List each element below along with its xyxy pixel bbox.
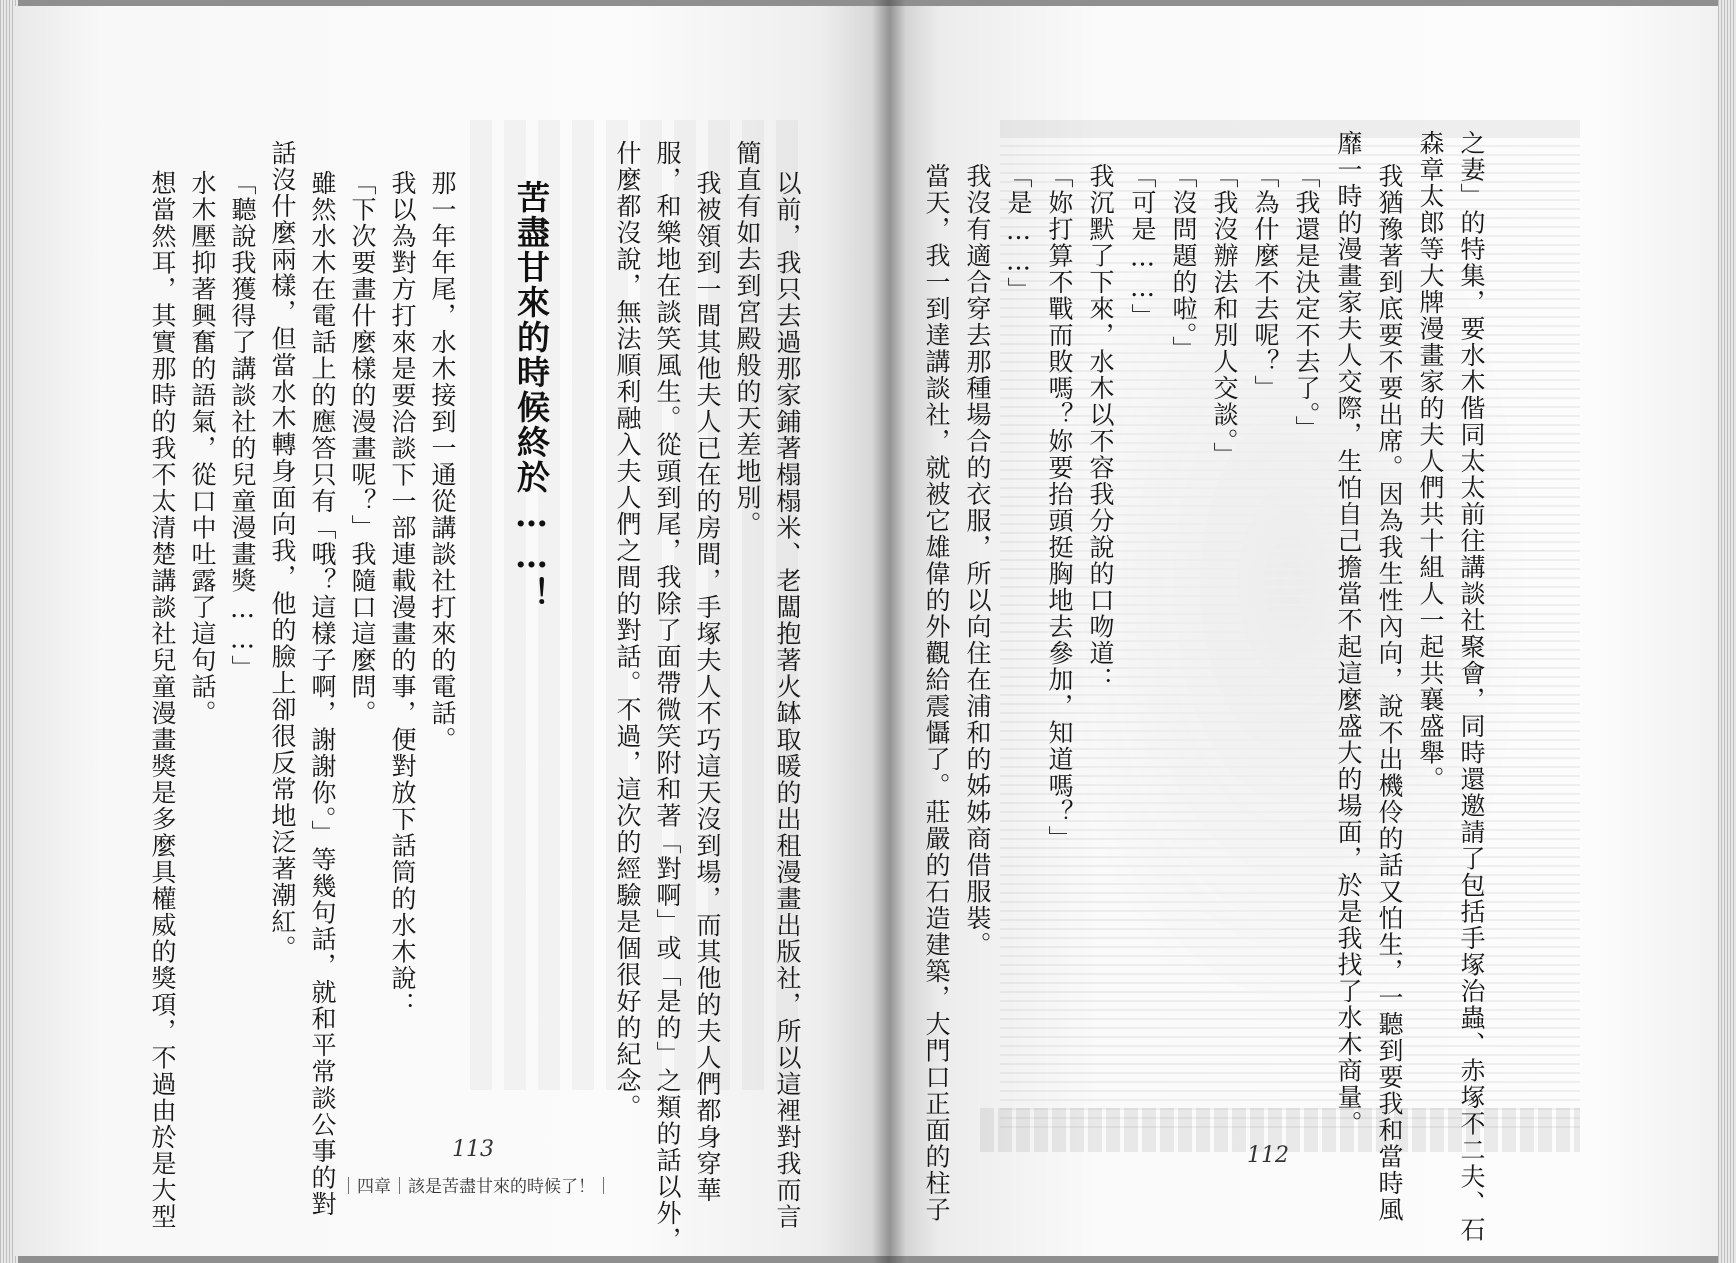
text-column: 我沉默了下來，水木以不容我分說的口吻道： bbox=[1086, 163, 1115, 693]
text-column: 靡一時的漫畫家夫人交際，生怕自己擔當不起這麼盛大的場面，於是我找了水木商量。 bbox=[1334, 130, 1363, 1137]
text-column: 「沒問題的啦。」 bbox=[1169, 163, 1198, 363]
text-column: 我猶豫著到底要不要出席。因為我生性內向，說不出機伶的話又怕生，一聽到要我和當時風 bbox=[1375, 163, 1404, 1223]
text-column: 那一年年尾，水木接到一通從講談社打來的電話。 bbox=[428, 170, 457, 753]
text-column: 「可是……」 bbox=[1128, 163, 1157, 330]
text-column: 以前，我只去過那家鋪著榻榻米、老闆抱著火缽取暖的出租漫畫出版社，所以這裡對我而言 bbox=[773, 170, 802, 1230]
text-column: 話沒什麼兩樣，但當水木轉身面向我，他的臉上卻很反常地泛著潮紅。 bbox=[268, 140, 297, 962]
text-column: 「我還是決定不去了。」 bbox=[1292, 163, 1321, 442]
text-column: 什麼都沒說，無法順利融入夫人們之間的對話。不過，這次的經驗是個很好的紀念。 bbox=[613, 140, 642, 1121]
text-column: 水木壓抑著興奮的語氣，從口中吐露了這句話。 bbox=[188, 170, 217, 727]
section-heading: 苦盡甘來的時候終於……！ bbox=[512, 180, 551, 612]
book-gutter bbox=[872, 0, 906, 1263]
text-column: 「是……」 bbox=[1004, 163, 1033, 304]
text-column: 簡直有如去到宮殿般的天差地別。 bbox=[733, 140, 762, 538]
text-column: 想當然耳，其實那時的我不太清楚講談社兒童漫畫獎是多麼具權威的獎項，不過由於是大型 bbox=[148, 170, 177, 1230]
page-edge-right bbox=[1718, 0, 1736, 1263]
text-column: 我沒有適合穿去那種場合的衣服，所以向住在浦和的姊姊商借服裝。 bbox=[963, 163, 992, 958]
running-head: ｜四章｜該是苦盡甘來的時候了！｜ bbox=[340, 1177, 612, 1197]
text-column: 「我沒辦法和別人交談。」 bbox=[1210, 163, 1239, 469]
text-column: 「聽說我獲得了講談社的兒童漫畫獎……」 bbox=[228, 170, 257, 682]
text-column: 之妻」的特集，要水木偕同太太前往講談社聚會，同時還邀請了包括手塚治蟲、赤塚不二夫、石 bbox=[1457, 130, 1486, 1243]
text-column: 「妳打算不戰而敗嗎？妳要抬頭挺胸地去參加，知道嗎？」 bbox=[1045, 163, 1074, 852]
text-column: 「下次要畫什麼樣的漫畫呢？」我隨口這麼問。 bbox=[348, 170, 377, 727]
text-column: 當天，我一到達講談社，就被它雄偉的外觀給震懾了。莊嚴的石造建築，大門口正面的柱子 bbox=[922, 163, 951, 1223]
text-column: 服，和樂地在談笑風生。從頭到尾，我除了面帶微笑附和著「對啊」或「是的」之類的話以外， bbox=[653, 140, 682, 1253]
text-column: 森章太郎等大牌漫畫家的夫人們共十組人一起共襄盛舉。 bbox=[1416, 130, 1445, 793]
text-column: 我被領到一間其他夫人已在的房間，手塚夫人不巧這天沒到場，而其他的夫人們都身穿華 bbox=[693, 170, 722, 1204]
text-column: 雖然水木在電話上的應答只有「哦？這樣子啊，謝謝你。」等幾句話，就和平常談公事的對 bbox=[308, 170, 337, 1218]
text-column: 我以為對方打來是要洽談下一部連載漫畫的事，便對放下話筒的水木說： bbox=[388, 170, 417, 1018]
text-column: 「為什麼不去呢？」 bbox=[1251, 163, 1280, 402]
page-number-right: 112 bbox=[1247, 1143, 1289, 1168]
page-number-left: 113 bbox=[452, 1137, 494, 1162]
